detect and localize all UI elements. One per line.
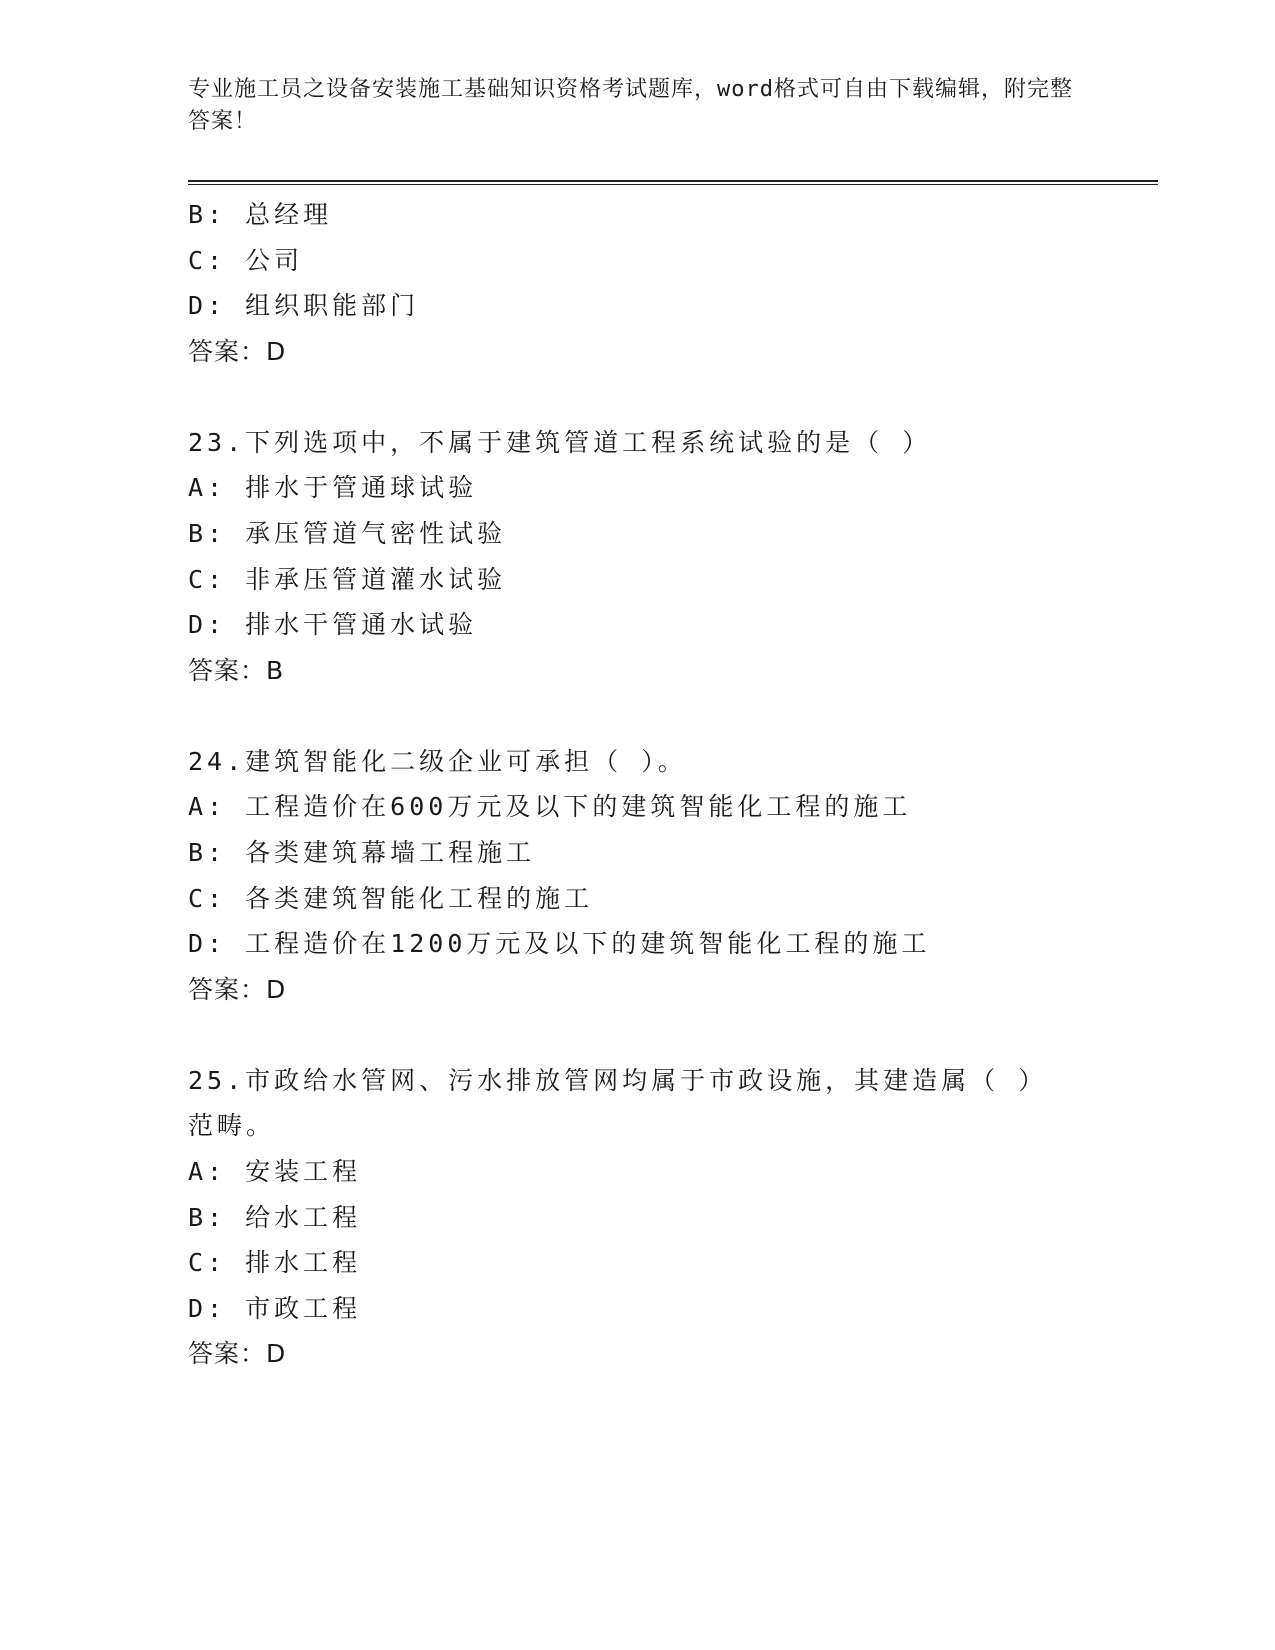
option-c: C: 非承压管道灌水试验	[188, 564, 507, 594]
option-b: B: 各类建筑幕墙工程施工	[188, 837, 536, 867]
option-a: A: 安装工程	[188, 1156, 362, 1186]
option-b: B: 承压管道气密性试验	[188, 518, 507, 548]
option-b: B: 给水工程	[188, 1202, 362, 1232]
page-header: 专业施工员之设备安装施工基础知识资格考试题库，word格式可自由下载编辑，附完整答案！	[188, 77, 1073, 134]
header-divider	[188, 180, 1158, 185]
option-c: C: 排水工程	[188, 1248, 362, 1278]
question-25	[188, 1058, 1108, 1378]
question-23	[188, 420, 1108, 694]
question-stem: 23.下列选项中，不属于建筑管道工程系统试验的是（ ）	[188, 427, 932, 457]
option-d: D: 工程造价在1200万元及以下的建筑智能化工程的施工	[188, 929, 931, 959]
question-stem: 24.建筑智能化二级企业可承担（ ）。	[188, 746, 687, 776]
option-c: C: 各类建筑智能化工程的施工	[188, 883, 594, 913]
answer-line: 答案：D	[188, 974, 287, 1004]
option-d: D: 排水干管通水试验	[188, 610, 478, 640]
question-stem: 25.市政给水管网、污水排放管网均属于市政设施，其建造属（ ）范畴。	[188, 1065, 1048, 1141]
prev-question-tail	[188, 192, 1108, 375]
answer-line: 答案：B	[188, 655, 285, 685]
option-a: A: 工程造价在600万元及以下的建筑智能化工程的施工	[188, 792, 912, 822]
option-d: D: 组织职能部门	[188, 291, 420, 321]
question-24	[188, 739, 1108, 1013]
option-b: B: 总经理	[188, 200, 333, 229]
answer-line: 答案：D	[188, 1339, 287, 1369]
option-d: D: 市政工程	[188, 1293, 362, 1323]
option-c: C: 公司	[188, 245, 304, 275]
document-body	[188, 192, 1108, 1377]
option-a: A: 排水于管通球试验	[188, 473, 478, 503]
answer-line: 答案：D	[188, 336, 287, 366]
